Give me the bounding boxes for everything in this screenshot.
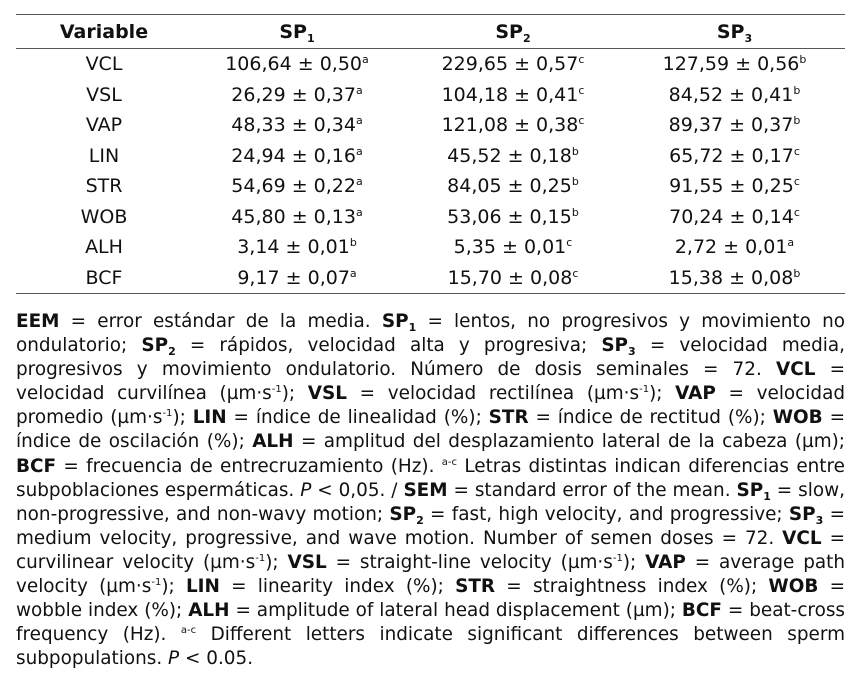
note-superscript: -1 [271,384,282,396]
note-subscript: 2 [168,345,176,359]
cell-sp3 [624,263,845,294]
cell-sp2 [402,263,624,294]
note-text: = curvilinear velocity (µm·s [16,527,845,573]
cell-sp1-value: 26,29 ± 0,37 [231,83,356,106]
cell-sp2-value: 121,08 ± 0,38 [441,114,579,137]
cell-sp2 [402,232,624,263]
cell-sp2 [402,202,624,233]
table-row [16,80,845,111]
cell-variable: WOB [80,205,128,228]
header-sp2-subscript: 2 [522,31,531,45]
header-sp3-subscript: 3 [744,31,753,45]
cell-sp1 [192,80,402,111]
header-sp1-subscript: 1 [306,31,315,45]
header-sp3 [624,15,845,49]
results-table [16,14,845,294]
header-sp2-label: SP [495,20,523,43]
table-row [16,49,845,80]
cell-sp3-letter: c [793,144,800,158]
cell-sp2-letter: c [566,236,573,250]
cell-sp3-letter: c [793,205,800,219]
note-text: = beat-cross frequency (Hz). [16,600,846,646]
cell-sp2-letter: c [572,266,579,280]
note-text: = amplitude of lateral head displacement (µm); [229,600,682,622]
note-term: ALH [252,431,294,453]
note-text: Different letters indicate significant differences between sperm subpopulations. [16,624,845,670]
header-sp2 [402,15,624,49]
cell-sp3 [624,110,845,141]
note-text: = rápidos, velocidad alta y progresiva; [175,335,602,357]
table-row [16,202,845,233]
table-row [16,171,845,202]
cell-sp1-letter: a [355,205,363,219]
cell-sp1-value: 3,14 ± 0,01 [237,236,350,259]
note-text: = velocidad rectilínea (µm·s [347,383,640,405]
note-text: ); [622,551,646,573]
cell-sp3-value: 70,24 ± 0,14 [669,205,794,228]
note-text: = medium velocity, progressive, and wave motion. Number of semen doses = 72. [16,503,845,549]
note-term: LIN [185,576,220,598]
note-text: ); [161,576,186,598]
cell-sp2 [402,110,624,141]
document [16,14,845,671]
cell-sp3 [624,232,845,263]
note-term: SP [788,503,816,525]
note-text: = índice de oscilación (%); [16,407,845,453]
note-text: = wobble index (%); [16,576,845,622]
cell-sp2-letter: b [571,175,579,189]
cell-sp2 [402,171,624,202]
table-footnote [16,310,845,671]
note-text: = standard error of the mean. [447,479,737,501]
cell-sp1-value: 54,69 ± 0,22 [231,175,356,198]
note-text: ); [172,407,193,429]
table-row [16,263,845,294]
note-term: BCF [681,600,722,622]
note-superscript: a-c [180,625,197,637]
cell-sp1 [192,141,402,172]
cell-sp3-value: 2,72 ± 0,01 [674,236,788,259]
cell-variable: BCF [85,266,123,289]
cell-sp1 [192,171,402,202]
cell-sp3-letter: b [799,53,807,67]
header-sp1 [192,15,402,49]
note-term: WOB [772,407,823,429]
note-term: ALH [188,600,230,622]
cell-sp1-letter: a [355,83,363,97]
cell-sp1-value: 45,80 ± 0,13 [231,205,356,228]
cell-sp1-letter: a [355,175,363,189]
cell-sp3-letter: b [793,83,801,97]
cell-sp3-letter: b [793,114,801,128]
note-term: VAP [675,383,716,405]
table-row [16,232,845,263]
note-term: VSL [307,383,347,405]
cell-sp3-value: 65,72 ± 0,17 [669,144,794,167]
table-row [16,110,845,141]
cell-sp2-value: 229,65 ± 0,57 [441,53,579,76]
note-superscript: -1 [162,408,173,420]
cell-sp1-value: 106,64 ± 0,50 [225,53,363,76]
cell-sp2 [402,49,624,80]
note-italic: P [300,479,312,501]
note-text: = error estándar de la media. [59,311,382,332]
cell-sp2 [402,80,624,111]
cell-sp1 [192,49,402,80]
cell-sp3 [624,141,845,172]
note-subscript: 3 [815,513,824,527]
cell-variable: LIN [88,144,120,167]
note-subscript: 1 [408,321,417,334]
cell-sp3 [624,171,845,202]
cell-sp2-letter: c [578,114,585,128]
cell-variable: VAP [85,114,123,137]
cell-sp1-letter: a [355,114,363,128]
note-text: = índice de linealidad (%); [226,407,489,429]
note-term: SP [381,311,409,332]
note-text: ); [281,383,308,405]
note-term: STR [455,576,496,598]
cell-sp2 [402,141,624,172]
note-subscript: 1 [763,489,771,503]
cell-sp3-letter: b [793,266,801,280]
table-header [16,15,845,49]
note-text: = velocidad promedio (µm·s [16,383,846,429]
cell-sp2-letter: b [571,205,579,219]
note-term: VCL [775,359,816,381]
note-term: SEM [403,479,448,501]
header-variable: Variable [59,20,149,43]
cell-sp1-letter: b [349,236,357,250]
cell-sp2-letter: b [571,144,579,158]
cell-sp3-value: 127,59 ± 0,56 [662,53,800,76]
note-text: ); [265,551,288,573]
note-superscript: a-c [441,456,457,468]
note-superscript: -1 [612,552,623,564]
cell-sp2-letter: c [578,53,585,67]
note-text: = índice de rectitud (%); [528,407,773,429]
note-term: SP [389,503,417,525]
cell-sp3-value: 15,38 ± 0,08 [668,266,794,289]
cell-sp1 [192,110,402,141]
note-text: = amplitud del desplazamiento lateral de la cabeza (µm); [293,431,845,453]
note-subscript: 2 [416,513,424,527]
note-italic: P [168,648,180,670]
cell-sp2-value: 5,35 ± 0,01 [453,236,567,259]
note-text: < 0,05. / [311,479,404,501]
note-term: STR [488,407,529,429]
note-text: < 0.05. [179,648,254,670]
cell-sp1 [192,232,402,263]
note-superscript: -1 [639,384,650,396]
note-subscript: 3 [628,345,636,359]
note-term: SP [601,335,629,357]
cell-sp3 [624,202,845,233]
note-text: = straight-line velocity (µm·s [326,551,613,573]
cell-sp3-value: 89,37 ± 0,37 [668,114,794,137]
note-term: WOB [768,576,819,598]
cell-sp2-value: 15,70 ± 0,08 [447,266,573,289]
note-text: = frecuencia de entrecruzamiento (Hz). [56,455,442,477]
header-sp1-label: SP [279,20,307,43]
note-text: = lentos, no progresivos y movimiento no ondulatorio; [16,311,845,357]
cell-sp1-letter: a [349,266,357,280]
cell-sp3-letter: a [787,236,795,250]
cell-sp3-letter: c [793,175,800,189]
note-text: ); [649,383,676,405]
note-term: LIN [192,407,227,429]
cell-sp3 [624,49,845,80]
note-text: = velocidad curvilínea (µm·s [16,359,845,405]
cell-sp2-value: 104,18 ± 0,41 [441,83,579,106]
note-term: BCF [16,455,57,477]
cell-sp1-letter: a [355,144,363,158]
cell-sp3-value: 84,52 ± 0,41 [668,83,794,106]
note-text: = straightness index (%); [495,576,769,598]
note-text: = velocidad media, progresivos y movimiento ondulatorio. Número de dosis seminales = 72. [16,335,845,381]
note-text: Letras distintas indican diferencias entre subpoblaciones espermáticas. [16,455,845,501]
cell-sp1-value: 48,33 ± 0,34 [231,114,356,137]
cell-variable: STR [85,175,123,198]
cell-sp1-value: 9,17 ± 0,07 [237,266,350,289]
note-superscript: -1 [255,552,266,564]
note-term: SP [141,335,169,357]
note-text: = slow, non-progressive, and non-wavy motion; [16,479,845,525]
table-row [16,141,845,172]
note-term: VSL [287,551,327,573]
header-sp3-label: SP [716,20,745,43]
note-text: = fast, high velocity, and progressive; [423,503,789,525]
cell-variable: ALH [85,236,123,259]
cell-sp1 [192,263,402,294]
header-row [16,15,845,49]
cell-sp1-value: 24,94 ± 0,16 [231,144,356,167]
note-text: = linearity index (%); [219,576,456,598]
table-body [16,49,845,294]
note-term: EEM [16,311,60,332]
cell-sp1-letter: a [362,53,369,67]
cell-sp2-value: 84,05 ± 0,25 [447,175,572,198]
cell-sp3-value: 91,55 ± 0,25 [669,175,794,198]
note-term: SP [736,479,764,501]
note-superscript: -1 [151,577,162,589]
cell-sp1 [192,202,402,233]
cell-sp3 [624,80,845,111]
note-term: VAP [645,551,686,573]
cell-sp2-value: 53,06 ± 0,15 [447,205,572,228]
note-term: VCL [782,527,822,549]
cell-sp2-letter: c [578,83,585,97]
cell-variable: VCL [85,53,123,76]
cell-sp2-value: 45,52 ± 0,18 [447,144,572,167]
cell-variable: VSL [86,83,122,106]
note-text: = average path velocity (µm·s [16,551,846,598]
